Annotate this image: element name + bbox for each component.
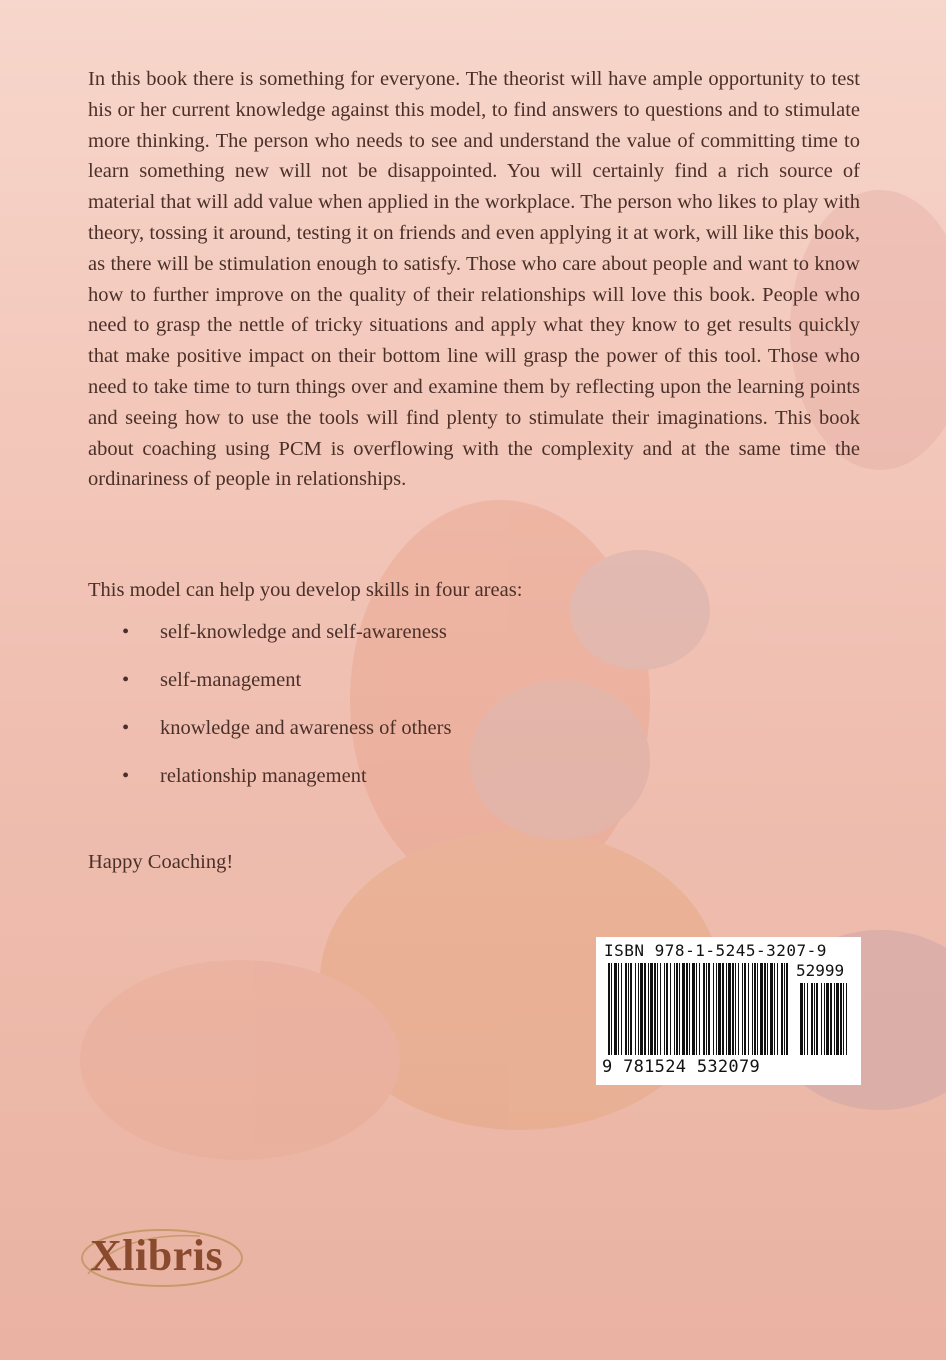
list-item: • self-knowledge and self-awareness bbox=[88, 617, 860, 647]
skills-intro: This model can help you develop skills in four areas: bbox=[88, 579, 523, 602]
list-item: • self-management bbox=[88, 665, 860, 695]
publisher-logo bbox=[80, 1222, 250, 1292]
isbn-label: ISBN 978-1-5245-3207-9 bbox=[604, 941, 827, 960]
list-item: • knowledge and awareness of others bbox=[88, 713, 860, 743]
price-code: 52999 bbox=[796, 961, 845, 980]
closing-line: Happy Coaching! bbox=[88, 851, 234, 874]
isbn-barcode bbox=[596, 937, 861, 1085]
bullet-icon: • bbox=[122, 669, 130, 692]
back-cover-text bbox=[88, 64, 860, 877]
description-paragraph: In this book there is something for everyone. The theorist will have ample opportunity to test his or her current knowledge against this model, to find answers to questions and to stimulate more thinking. The person who needs to see and understand the value of committing time to learn something new will not be disappointed. You will certainly find a rich source of material that will add value when applied in the workplace. The person who likes to play with theory, tossing it around, testing it on friends and even applying it at work, will like this book, as there will be stimulation enough to satisfy. Those who care about people and want to know how to further improve on the quality of their relationships will love this book. People who need to grasp the nettle of tricky situations and apply what they know to get results quickly that make positive impact on their bottom line will grasp the power of this tool. Those who need to take time to turn things over and examine them by reflecting upon the learning points and seeing how to use the tools will find plenty to stimulate their imaginations. This book about coaching using PCM is overflowing with the complexity and at the same time the ordinariness of people in relationships. bbox=[88, 68, 860, 491]
bullet-icon: • bbox=[122, 621, 130, 644]
list-item: • relationship management bbox=[88, 761, 860, 791]
ean-digits: 9 781524 532079 bbox=[602, 1057, 761, 1077]
bullet-icon: • bbox=[122, 717, 130, 740]
bullet-icon: • bbox=[122, 765, 130, 788]
logo-text: Xlibris bbox=[90, 1231, 224, 1280]
skills-list bbox=[88, 617, 860, 791]
